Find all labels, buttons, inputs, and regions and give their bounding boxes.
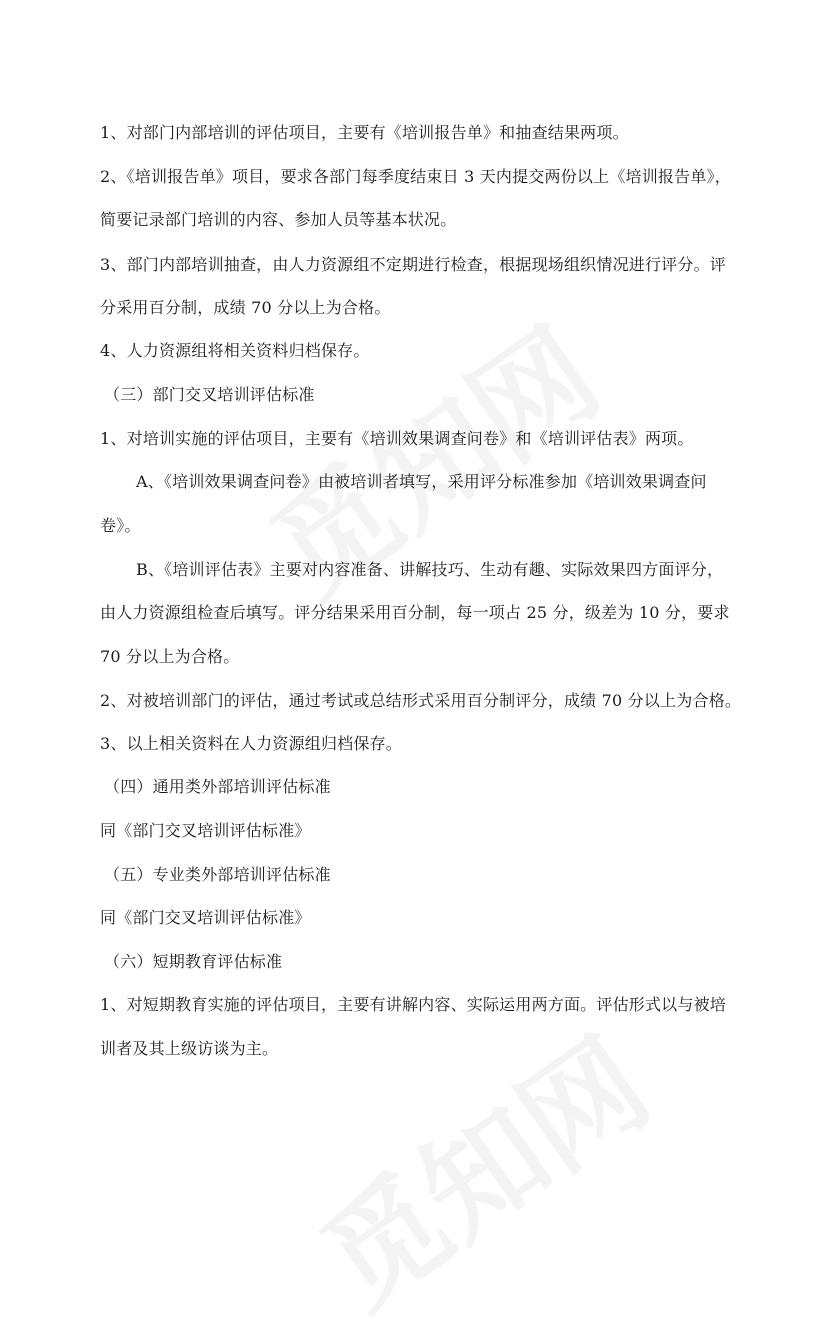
paragraph-line: 卷》。 <box>100 516 141 535</box>
paragraph-line: 1、对短期教育实施的评估项目，主要有讲解内容、实际运用两方面。评估形式以与被培 <box>100 995 726 1014</box>
paragraph-line: B、《培训评估表》主要对内容准备、讲解技巧、生动有趣、实际效果四方面评分， <box>136 560 724 579</box>
paragraph-line: 分采用百分制，成绩 70 分以上为合格。 <box>100 298 391 317</box>
section-heading: （五）专业类外部培训评估标准 <box>104 865 331 884</box>
paragraph-line: A、《培训效果调查问卷》由被培训者填写，采用评分标准参加《培训效果调查问 <box>136 472 707 491</box>
paragraph-line: 同《部门交叉培训评估标准》 <box>100 821 311 840</box>
paragraph-line: 简要记录部门培训的内容、参加人员等基本状况。 <box>100 210 457 229</box>
paragraph-line: 70 分以上为合格。 <box>100 647 240 666</box>
paragraph-line: 2、对被培训部门的评估，通过考试或总结形式采用百分制评分，成绩 70 分以上为合格。 <box>100 691 742 710</box>
paragraph-line: 3、部门内部培训抽查，由人力资源组不定期进行检查，根据现场组织情况进行评分。评 <box>100 255 726 274</box>
paragraph-line: 2、《培训报告单》项目，要求各部门每季度结束日 3 天内提交两份以上《培训报告单》， <box>100 167 731 186</box>
section-heading: （三）部门交叉培训评估标准 <box>104 385 315 404</box>
paragraph-line: 同《部门交叉培训评估标准》 <box>100 908 311 927</box>
paragraph-line: 由人力资源组检查后填写。评分结果采用百分制，每一项占 25 分，级差为 10 分，要求 <box>100 603 730 622</box>
section-heading: （四）通用类外部培训评估标准 <box>104 777 331 796</box>
paragraph-line: 训者及其上级访谈为主。 <box>100 1039 279 1058</box>
paragraph-line: 1、对培训实施的评估项目，主要有《培训效果调查问卷》和《培训评估表》两项。 <box>100 429 694 448</box>
paragraph-line: 3、以上相关资料在人力资源组归档保存。 <box>100 734 402 753</box>
paragraph-line: 1、对部门内部培训的评估项目，主要有《培训报告单》和抽查结果两项。 <box>100 123 629 142</box>
paragraph-line: 4、人力资源组将相关资料归档保存。 <box>100 341 370 360</box>
watermark <box>283 992 677 1339</box>
section-heading: （六）短期教育评估标准 <box>104 952 283 971</box>
